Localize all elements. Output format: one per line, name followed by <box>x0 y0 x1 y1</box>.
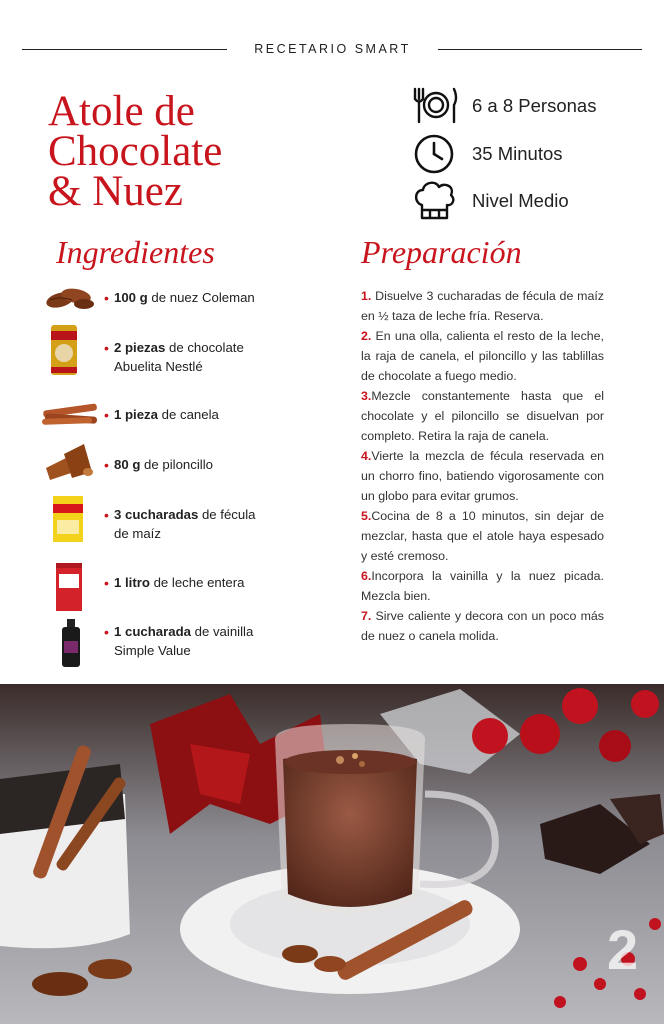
chef-hat-icon <box>410 179 460 223</box>
time-text: 35 Minutos <box>472 143 563 164</box>
atole-photo-illustration <box>0 684 664 1024</box>
ingredient-text: 80 g de piloncillo <box>114 457 213 472</box>
vanilla-bottle-image <box>40 617 102 669</box>
header-rule-left <box>22 49 227 50</box>
ingredient-text: 1 litro de leche entera <box>114 575 245 590</box>
recipe-photo <box>0 684 664 1024</box>
preparation-steps <box>361 286 604 646</box>
prep-step: 6.Incorpora la vainilla y la nuez picada. Mezcla bien. <box>361 569 604 603</box>
piloncillo-image <box>40 442 102 494</box>
ingredient-text: 1 cucharada de vainilla Simple Value <box>114 624 254 658</box>
maizena-box-image <box>40 494 102 546</box>
ingredient-text: 1 pieza de canela <box>114 407 219 422</box>
page-header <box>0 40 664 60</box>
difficulty-row <box>410 179 650 223</box>
plate-cutlery-icon <box>410 84 460 128</box>
ingredient-text: 2 piezas de chocolate Abuelita Nestlé <box>114 340 244 374</box>
prep-step: 5.Cocina de 8 a 10 minutos, sin dejar de mezclar, hasta que el atole haya espesado y esté cremoso. <box>361 509 604 563</box>
difficulty-text: Nivel Medio <box>472 190 569 211</box>
recipe-title-line-2: Chocolate <box>48 128 223 175</box>
recipe-title <box>48 88 348 215</box>
servings-text: 6 a 8 Personas <box>472 95 597 116</box>
prep-step: 7. Sirve caliente y decora con un poco más de nuez o canela molida. <box>361 609 604 643</box>
clock-icon <box>410 132 460 176</box>
header-rule-right <box>438 49 642 50</box>
prep-step: 1. Disuelve 3 cucharadas de fécula de maíz en ½ taza de leche fría. Reserva. <box>361 289 604 323</box>
ingredient-text: 100 g de nuez Coleman <box>114 290 255 305</box>
milk-carton-image <box>40 560 102 612</box>
ingredients-title: Ingredientes <box>56 234 215 270</box>
ingredient-text: 3 cucharadas de fécula de maíz <box>114 507 256 541</box>
pecans-image <box>40 274 102 326</box>
prep-step: 2. En una olla, calienta el resto de la leche, la raja de canela, el piloncillo y las tablillas de chocolate a fuego medio. <box>361 329 604 383</box>
page-number: 2 <box>607 918 639 981</box>
recipe-title-line-1: Atole de <box>48 88 195 135</box>
preparation-title: Preparación <box>361 234 522 270</box>
cinnamon-image <box>40 393 102 445</box>
recipe-title-line-3: & Nuez <box>48 168 183 215</box>
prep-step: 4.Vierte la mezcla de fécula reservada en un chorro fino, batiendo vigorosamente con un globo para evitar grumos. <box>361 449 604 503</box>
abuelita-chocolate-image <box>40 323 102 375</box>
servings-row <box>410 84 650 128</box>
prep-step: 3.Mezcle constantemente hasta que el chocolate y el piloncillo se disuelvan por completo. Retira la raja de canela. <box>361 389 604 443</box>
time-row <box>410 132 650 176</box>
header-label: RECETARIO SMART <box>254 42 411 56</box>
